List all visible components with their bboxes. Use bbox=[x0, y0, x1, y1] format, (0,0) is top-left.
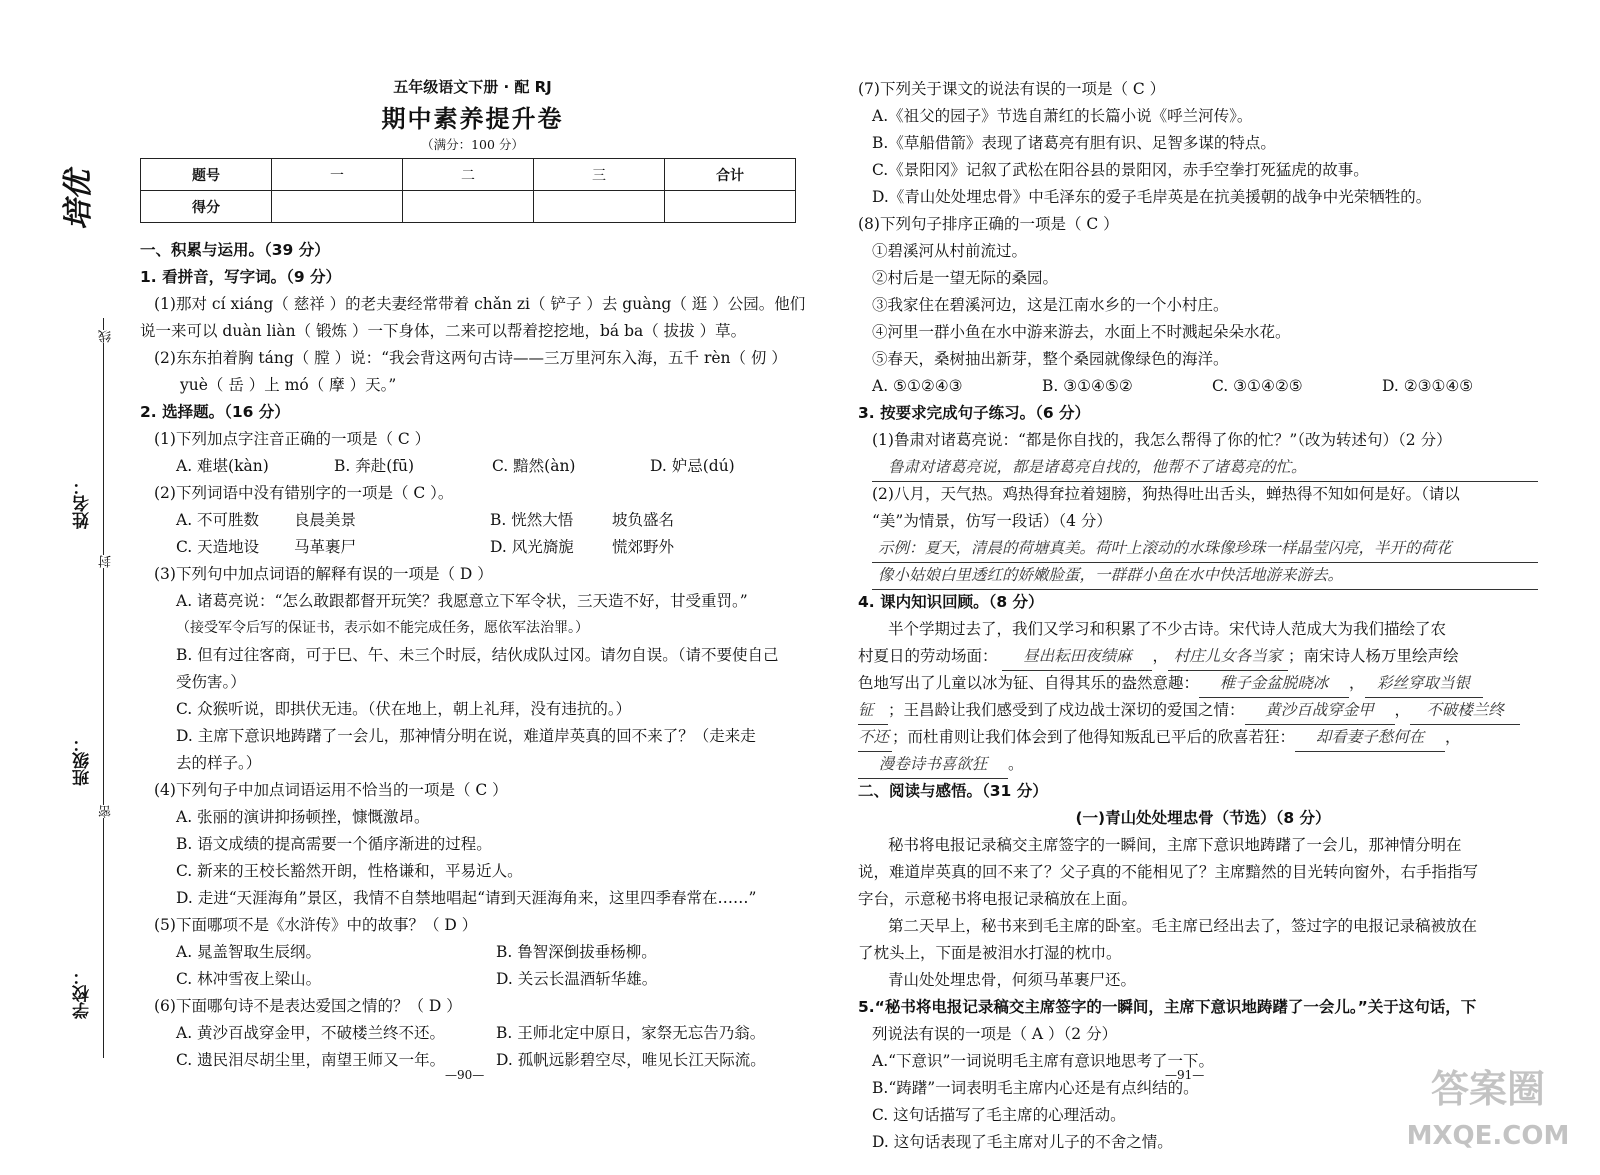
text-span: ；王昌龄让我们感受到了戍边战士深切的爱国之情： bbox=[888, 701, 1245, 719]
question-heading: 4. 课内知识回顾。（8 分） bbox=[858, 593, 1044, 611]
option: D. 孤帆远影碧空尽，唯见长江天际流。 bbox=[496, 1051, 766, 1069]
option: D. 关云长温酒斩华雄。 bbox=[496, 970, 658, 988]
question-heading: 1. 看拼音，写字词。（9 分） bbox=[140, 268, 342, 286]
text-line: yuè（ 岳 ）上 mó（ 摩 ）天。” bbox=[180, 376, 397, 394]
option-row bbox=[858, 373, 1548, 400]
answer-text: 却看妻子愁何在 bbox=[1295, 724, 1445, 752]
score-col-2: 二 bbox=[403, 159, 534, 191]
text-line: (5)下面哪项不是《水浒传》中的故事？（ D ） bbox=[154, 916, 478, 934]
page-number-right: —91— bbox=[1165, 1068, 1205, 1082]
answer-text: 鲁肃对诸葛亮说，都是诸葛亮自找的，他帮不了诸葛亮的忙。 bbox=[872, 454, 1538, 482]
text-line: (2)八月，天气热。鸡热得耷拉着翅膀，狗热得吐出舌头，蝉热得不知如何是好。（请以 bbox=[872, 485, 1460, 503]
text-line: 不还 ；而杜甫则让我们体会到了他得知叛乱已平后的欣喜若狂： 却看妻子愁何在 ， bbox=[858, 724, 1548, 751]
option: 慌郊野外 bbox=[612, 538, 675, 556]
text-line: B. 语文成绩的提高需要一个循序渐进的过程。 bbox=[176, 835, 492, 853]
passage-line: 秘书将电报记录稿交主席签字的一瞬间，主席下意识地踌躇了一会儿，那神情分明在 bbox=[888, 836, 1462, 854]
answer-text: 村庄儿女各当家 bbox=[1168, 643, 1288, 671]
passage-line: 说，难道岸英真的回不来了？父子真的不能相见了？主席黯然的目光转向窗外，右手指指写 bbox=[858, 863, 1479, 881]
text-line: (1)那对 cí xiáng（ 慈祥 ）的老夫妻经常带着 chǎn zi（ 铲子 ）去 guàng（ 逛 ）公园。他们 bbox=[154, 295, 806, 313]
text-line: （接受军令后写的保证书，表示如不能完成任务，愿依军法治罪。） bbox=[176, 620, 589, 636]
brand-logo bbox=[61, 135, 110, 265]
text-line: (8)下列句子排序正确的一项是（ C ） bbox=[858, 215, 1119, 233]
passage-title: (一)青山处处埋忠骨（节选）（8 分） bbox=[1075, 809, 1331, 827]
exam-title: 期中素养提升卷 bbox=[381, 105, 564, 133]
text-line: D. 走进“天涯海角”景区，我情不自禁地唱起“请到天涯海角来，这里四季春常在……” bbox=[176, 889, 757, 907]
answer-text: 像小姑娘白里透红的娇嫩脸蛋，一群群小鱼在水中快活地游来游去。 bbox=[872, 562, 1538, 590]
option-row bbox=[140, 966, 805, 993]
answer-text: 钲 bbox=[858, 697, 888, 725]
option: A. 难堪(kàn) bbox=[176, 457, 269, 475]
text-line: (4)下列句子中加点词语运用不恰当的一项是（ C ） bbox=[154, 781, 508, 799]
option: D. ②③①④⑤ bbox=[1382, 377, 1474, 395]
mark-seal: 封 bbox=[99, 555, 114, 568]
score-col-3: 三 bbox=[534, 159, 665, 191]
answer-text: 黄沙百战穿金甲 bbox=[1245, 697, 1395, 725]
answer-text: 彩丝穿取当银 bbox=[1365, 670, 1483, 698]
full-score: （满分：100 分） bbox=[421, 137, 524, 152]
text-line: D.《青山处处埋忠骨》中毛泽东的爱子毛岸英是在抗美援朝的战争中光荣牺牲的。 bbox=[872, 188, 1432, 206]
option-row bbox=[140, 534, 805, 561]
text-line: (2)下列词语中没有错别字的一项是（ C ）。 bbox=[154, 484, 454, 502]
text-line: C. 这句话描写了毛主席的心理活动。 bbox=[872, 1106, 1126, 1124]
passage-line: 青山处处埋忠骨，何须马革裹尸还。 bbox=[888, 971, 1137, 989]
passage-line: 第二天早上，秘书来到毛主席的卧室。毛主席已经出去了，签过字的电报记录稿被放在 bbox=[888, 917, 1478, 935]
text-line: B. 但有过往客商，可于巳、午、未三个时辰，结伙成队过冈。请勿自误。（请不要使自己 bbox=[176, 646, 779, 664]
answer-line bbox=[858, 454, 1548, 481]
option: C. 遗民泪尽胡尘里，南望王师又一年。 bbox=[176, 1051, 446, 1069]
section-heading: 二、阅读与感悟。（31 分） bbox=[858, 782, 1048, 800]
option: C. 天造地设 bbox=[176, 538, 260, 556]
text-line: A. 诸葛亮说：“怎么敢跟都督开玩笑？我愿意立下军令状，三天造不好，甘受重罚。” bbox=[176, 592, 748, 610]
text-line: B.《草船借箭》表现了诸葛亮有胆有识、足智多谋的特点。 bbox=[872, 134, 1276, 152]
exam-subtitle: 五年级语文下册 · 配 RJ bbox=[393, 78, 552, 96]
answer-line bbox=[858, 562, 1548, 589]
score-row-label: 得分 bbox=[141, 191, 272, 223]
text-line: ④河里一群小鱼在水中游来游去，水面上不时溅起朵朵水花。 bbox=[872, 323, 1291, 341]
text-line: “美”为情景，仿写一段话）（4 分） bbox=[872, 512, 1112, 530]
option: A. 晁盖智取生辰纲。 bbox=[176, 943, 322, 961]
option: C. 林冲雪夜上梁山。 bbox=[176, 970, 322, 988]
score-col-1: 一 bbox=[272, 159, 403, 191]
answer-text: 示例：夏天，清晨的荷塘真美。荷叶上滚动的水珠像珍珠一样晶莹闪亮，半开的荷花 bbox=[872, 535, 1538, 563]
score-table bbox=[140, 158, 796, 223]
option: B. 鲁智深倒拔垂杨柳。 bbox=[496, 943, 657, 961]
text-line: ①碧溪河从村前流过。 bbox=[872, 242, 1028, 260]
option-row bbox=[140, 1020, 805, 1047]
option: 坡负盛名 bbox=[612, 511, 675, 529]
school-label: 学校： bbox=[73, 968, 93, 1019]
text-line: D. 主席下意识地踌躇了一会儿，那神情分明在说，难道岸英真的回不来了？（走来走 bbox=[176, 727, 756, 745]
left-page bbox=[140, 72, 805, 1074]
text-line: B.“踌躇”一词表明毛主席内心还是有点纠结的。 bbox=[872, 1079, 1199, 1097]
text-line: 受伤害。） bbox=[176, 673, 246, 691]
binding-line bbox=[103, 318, 104, 1058]
name-label: 姓名： bbox=[73, 478, 93, 529]
text-line: (2)东东拍着胸 táng（ 膛 ）说：“我会背这两句古诗——三万里河东入海，五千 rèn（ 仞 ） bbox=[154, 349, 787, 367]
text-span: ；南宋诗人杨万里绘声绘 bbox=[1287, 647, 1459, 665]
score-cell[interactable] bbox=[665, 191, 796, 223]
option: A. 不可胜数 bbox=[176, 511, 260, 529]
option: B. ③①④⑤② bbox=[1042, 377, 1133, 395]
text-line: 半个学期过去了，我们又学习和积累了不少古诗。宋代诗人范成大为我们描绘了农 bbox=[888, 620, 1447, 638]
text-line: 说一来可以 duàn liàn（ 锻炼 ）一下身体，二来可以帮着挖挖地，bá ba（ 拔拔 ）草。 bbox=[140, 322, 747, 340]
text-line: 去的样子。） bbox=[176, 754, 262, 772]
text-line: (3)下列句中加点词语的解释有误的一项是（ D ） bbox=[154, 565, 493, 583]
score-cell[interactable] bbox=[403, 191, 534, 223]
passage-line: 了枕头上，下面是被泪水打湿的枕巾。 bbox=[858, 944, 1122, 962]
option: D. 风光旖旎 bbox=[490, 538, 574, 556]
answer-text: 不破楼兰终 bbox=[1410, 697, 1520, 725]
text-line: C.《景阳冈》记叙了武松在阳谷县的景阳冈，赤手空拳打死猛虎的故事。 bbox=[872, 161, 1369, 179]
answer-text: 漫卷诗书喜欲狂 bbox=[858, 751, 1008, 779]
exam-header bbox=[140, 76, 805, 153]
text-line: 色地写出了儿童以冰为钲、自得其乐的盎然意趣： 稚子金盆脱晓冰 ， 彩丝穿取当银 bbox=[858, 670, 1548, 697]
text-line: A.“下意识”一词说明毛主席有意识地思考了一下。 bbox=[872, 1052, 1214, 1070]
text-line: 钲 ；王昌龄让我们感受到了戍边战士深切的爱国之情： 黄沙百战穿金甲 ， 不破楼兰终 bbox=[858, 697, 1548, 724]
score-col-total: 合计 bbox=[665, 159, 796, 191]
text-line: (1)下列加点字注音正确的一项是（ C ） bbox=[154, 430, 431, 448]
text-line: ③我家住在碧溪河边，这是江南水乡的一个小村庄。 bbox=[872, 296, 1229, 314]
question-heading: 2. 选择题。（16 分） bbox=[140, 403, 290, 421]
question-heading: 5.“秘书将电报记录稿交主席签字的一瞬间，主席下意识地踌躇了一会儿。”关于这句话，下 bbox=[858, 998, 1477, 1016]
watermark-url: MXQE.COM bbox=[1406, 1121, 1570, 1151]
score-cell[interactable] bbox=[534, 191, 665, 223]
option: B. 王师北定中原日，家祭无忘告乃翁。 bbox=[496, 1024, 766, 1042]
score-cell[interactable] bbox=[272, 191, 403, 223]
watermark-logo bbox=[1408, 1052, 1568, 1157]
passage-line: 字台，示意秘书将电报记录稿放在上面。 bbox=[858, 890, 1138, 908]
mark-close: 密 bbox=[99, 805, 114, 818]
option: B. 恍然大悟 bbox=[490, 511, 574, 529]
text-span: ；而杜甫则让我们体会到了他得知叛乱已平后的欣喜若狂： bbox=[892, 728, 1296, 746]
text-line: ⑤春天，桑树抽出新芽，整个桑园就像绿色的海洋。 bbox=[872, 350, 1229, 368]
text-line: A.《祖父的园子》节选自萧红的长篇小说《呼兰河传》。 bbox=[872, 107, 1253, 125]
answer-line bbox=[858, 535, 1548, 562]
class-label: 班级： bbox=[73, 735, 93, 786]
option: A. ⑤①②④③ bbox=[872, 377, 963, 395]
text-line: (6)下面哪句诗不是表达爱国之情的？（ D ） bbox=[154, 997, 462, 1015]
option-row bbox=[140, 507, 805, 534]
score-col-label: 题号 bbox=[141, 159, 272, 191]
logo-text: 培优 bbox=[61, 170, 96, 230]
answer-text: 稚子金盆脱晓冰 bbox=[1199, 670, 1349, 698]
right-page bbox=[858, 80, 1548, 1156]
option: C. 黯然(àn) bbox=[492, 457, 576, 475]
text-line: A. 张丽的演讲抑扬顿挫，慷慨激昂。 bbox=[176, 808, 430, 826]
question-heading: 3. 按要求完成句子练习。（6 分） bbox=[858, 404, 1091, 422]
section-heading: 一、积累与运用。（39 分） bbox=[140, 241, 330, 259]
option-row bbox=[140, 453, 805, 480]
text-line: C. 新来的王校长豁然开朗，性格谦和，平易近人。 bbox=[176, 862, 523, 880]
option-row bbox=[140, 939, 805, 966]
option: B. 奔赴(fū) bbox=[334, 457, 415, 475]
option: D. 妒忌(dú) bbox=[650, 457, 735, 475]
text-span: 村夏日的劳动场面： bbox=[858, 647, 998, 665]
text-line: 村夏日的劳动场面： 昼出耘田夜绩麻 ， 村庄儿女各当家 ；南宋诗人杨万里绘声绘 bbox=[858, 643, 1548, 670]
option: A. 黄沙百战穿金甲，不破楼兰终不还。 bbox=[176, 1024, 446, 1042]
text-line: 列说法有误的一项是（ A ）（2 分） bbox=[872, 1025, 1118, 1043]
mark-line: 线 bbox=[99, 330, 114, 343]
option: 良晨美景 bbox=[294, 511, 357, 529]
text-span: 色地写出了儿童以冰为钲、自得其乐的盎然意趣： bbox=[858, 674, 1200, 692]
page-number-left: —90— bbox=[445, 1068, 485, 1082]
text-line: ②村后是一望无际的桑园。 bbox=[872, 269, 1059, 287]
text-line: D. 这句话表现了毛主席对儿子的不舍之情。 bbox=[872, 1133, 1173, 1151]
answer-text: 不还 bbox=[858, 724, 892, 752]
text-line: C. 众猴听说，即拱伏无违。（伏在地上，朝上礼拜，没有违抗的。） bbox=[176, 700, 632, 718]
option: C. ③①④②⑤ bbox=[1212, 377, 1303, 395]
watermark-text: 答案圈 bbox=[1430, 1067, 1546, 1111]
text-line: (1)鲁肃对诸葛亮说：“都是你自找的，我怎么帮得了你的忙？”（改为转述句）（2 分） bbox=[872, 431, 1452, 449]
text-line: 漫卷诗书喜欲狂 。 bbox=[858, 751, 1548, 778]
text-line: (7)下列关于课文的说法有误的一项是（ C ） bbox=[858, 80, 1166, 98]
option: 马革裹尸 bbox=[294, 538, 357, 556]
answer-text: 昼出耘田夜绩麻 bbox=[1002, 643, 1152, 671]
